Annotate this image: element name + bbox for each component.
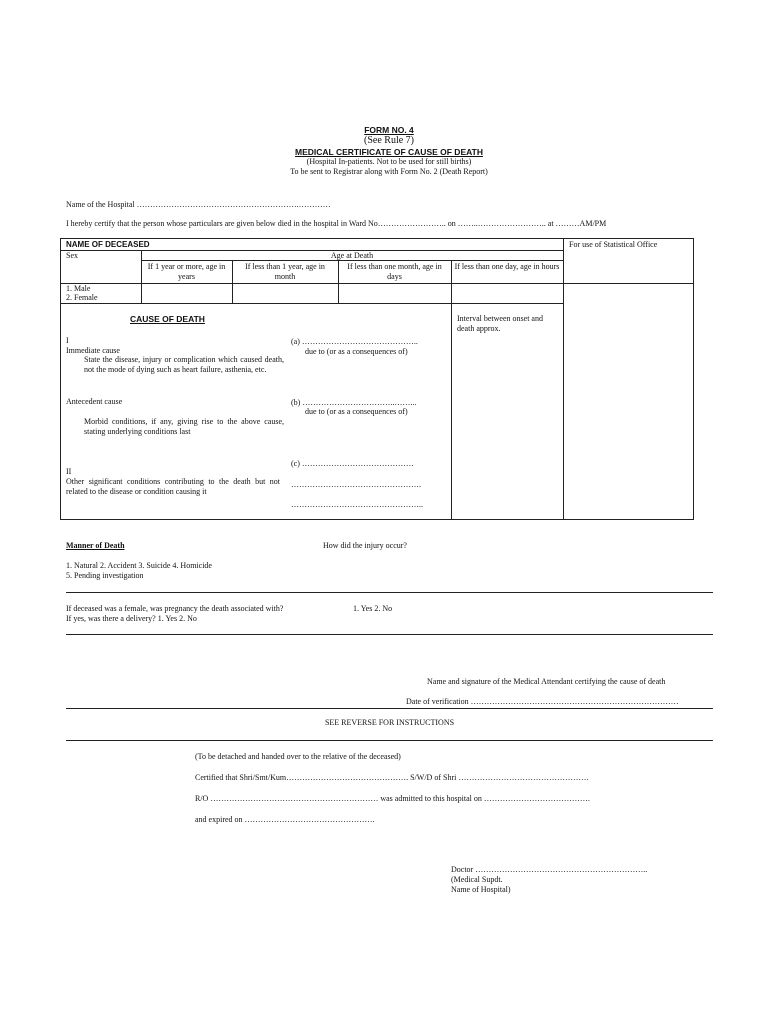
immediate-cause-label: Immediate cause [66,346,120,355]
other-conditions-line-2[interactable]: ………………………………………….. [291,500,423,509]
statistical-office-label: For use of Statistical Office [569,240,658,249]
divider [66,740,713,741]
other-conditions-line-1[interactable]: …………………………………………. [291,480,421,489]
antecedent-cause-description: Morbid conditions, if any, giving rise to the above cause, stating underlying conditions last [84,417,284,436]
manner-options-1[interactable]: 1. Natural 2. Accident 3. Suicide 4. Homicide [66,561,212,570]
sex-option-male[interactable]: 1. Male [66,284,91,293]
medical-superintendent-label: (Medical Supdt. [451,875,503,884]
form-subtitle-2: To be sent to Registrar along with Form No. 2 (Death Report) [290,167,488,176]
hospital-name-line[interactable]: Name of the Hospital …………………………………………………….………… [66,200,331,209]
certified-line[interactable]: Certified that Shri/Smt/Kum………………………………………. S/W/D of Shri …………………………………………. [195,773,589,782]
doctor-signature-line[interactable]: Doctor ……………………………………………………….. [451,865,648,874]
age-at-death-label: Age at Death [330,251,374,260]
sex-label: Sex [66,251,78,260]
cause-line-a[interactable]: (a) …………………………………….. [291,337,418,346]
age-years-header: If 1 year or more, age in years [147,262,226,281]
divider [66,592,713,593]
cause-line-b[interactable]: (b) ……………………………..……... [291,398,417,407]
rule-reference: (See Rule 7) [364,135,414,146]
immediate-cause-description: State the disease, injury or complication which caused death, not the mode of dying such as heart failure, asthenia, etc. [84,355,284,374]
cause-of-death-heading: CAUSE OF DEATH [130,314,205,324]
deceased-name-label: NAME OF DECEASED [66,240,150,249]
pregnancy-question: If deceased was a female, was pregnancy the death associated with? [66,604,284,613]
verification-date-line[interactable]: Date of verification …………………………………………………………………… [406,697,679,706]
form-number: FORM NO. 4 [364,125,414,135]
manner-of-death-heading: Manner of Death [66,541,125,550]
detach-note: (To be detached and handed over to the relative of the deceased) [195,752,401,761]
part-one-label: I [66,336,69,345]
certify-line[interactable]: I hereby certify that the person whose particulars are given below died in the hospital in Ward No…………………….. on ……..…………………….. at ………AM/PM [66,219,607,228]
pregnancy-options[interactable]: 1. Yes 2. No [353,604,393,613]
residence-admission-line[interactable]: R/O ……………………………………………………… was admitted to this hospital on …………………………………. [195,794,590,803]
cause-line-c[interactable]: (c) …………………………………… [291,459,414,468]
other-conditions-description: Other significant conditions contributing to the death but not related to the disease or condition causing it [66,477,280,496]
interval-label: Interval between onset and death approx. [457,314,543,333]
form-subtitle-1: (Hospital In-patients. Not to be used for still births) [306,157,472,166]
due-to-label-2: due to (or as a consequences of) [305,407,408,416]
age-days-header: If less than one month, age in days [347,262,442,281]
divider [66,708,713,709]
manner-options-2[interactable]: 5. Pending investigation [66,571,144,580]
part-two-label: II [66,467,72,476]
sex-option-female[interactable]: 2. Female [66,293,98,302]
due-to-label-1: due to (or as a consequences of) [305,347,408,356]
age-months-header: If less than 1 year, age in month [245,262,325,281]
attendant-signature-label[interactable]: Name and signature of the Medical Attendant certifying the cause of death [427,677,666,686]
age-hours-header: If less than one day, age in hours [454,262,560,271]
divider [66,634,713,635]
expired-on-line[interactable]: and expired on …………………………………………. [195,815,375,824]
form-title: MEDICAL CERTIFICATE OF CAUSE OF DEATH [295,147,483,157]
injury-question[interactable]: How did the injury occur? [323,541,407,550]
antecedent-cause-label: Antecedent cause [66,397,123,406]
delivery-question[interactable]: If yes, was there a delivery? 1. Yes 2. No [66,614,197,623]
hospital-name-label: Name of Hospital) [451,885,511,894]
see-reverse-note: SEE REVERSE FOR INSTRUCTIONS [324,718,455,727]
